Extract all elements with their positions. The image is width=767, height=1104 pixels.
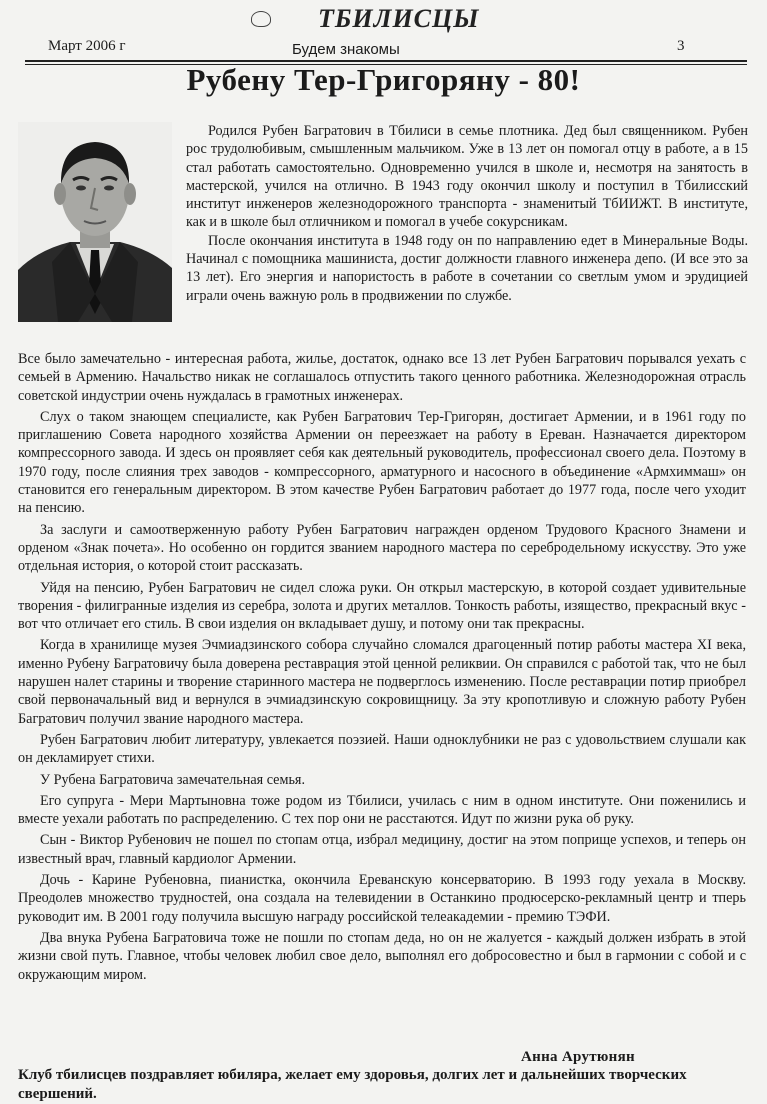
article-body xyxy=(18,350,746,984)
issue-date: Март 2006 г xyxy=(48,38,126,54)
paragraph: Уйдя на пенсию, Рубен Багратович не сидел сложа руки. Он открыл мастерскую, в которой создает удивительные творения - филигранные изделия из серебра, золота и других металлов. Тонкость работы, изящество, прекрасный вкус - вот что отличает его стиль. В свои изделия он вкладывает душу, и потому они так прекрасны. xyxy=(18,579,746,633)
paragraph: После окончания института в 1948 году он по направлению едет в Минеральные Воды. Начинал с помощника машиниста, достиг должности главного инженера депо. (И все это за 13 лет). Его энергия и напористость в работе в сочетании со светлым умом и эрудицией играли очень важную роль в продвижении по службе. xyxy=(186,232,748,304)
paragraph: Сын - Виктор Рубенович не пошел по стопам отца, избрал медицину, достиг на этом поприще успехов, и теперь он известный врач, главный кардиолог Армении. xyxy=(18,832,746,867)
closing-greeting: Клуб тбилисцев поздравляет юбиляра, желает ему здоровья, долгих лет и дальнейших творческих свершений. xyxy=(18,1067,687,1102)
article-title: Рубену Тер-Григоряну - 80! xyxy=(186,62,581,97)
paragraph: Его супруга - Мери Мартыновна тоже родом из Тбилиси, училась с ним в одном институте. Они поженились и вместе уехали работать по распределению. С тех пор они не расстаются. Идут по жизни рука об руку. xyxy=(18,792,746,828)
paragraph: Дочь - Карине Рубеновна, пианистка, окончила Ереванскую консерваторию. В 1993 году уехала в Москву. Преодолев множество трудностей, она создала на телевидении в Останкино продюсерско-рекламный центр и тперь руководит им. В 2001 году получила высшую награду российской телеакадемии - премию ТЭФИ. xyxy=(18,872,746,925)
intro-text xyxy=(186,122,748,305)
paragraph: За заслуги и самоотверженную работу Рубен Багратович награжден орденом Трудового Красного Знамени и орденом «Знак почета». Но особенно он гордится званием народного мастера по серебродельному искусству. Это уже отдельная история, о которой стоит рассказать. xyxy=(18,521,746,575)
paragraph: Родился Рубен Багратович в Тбилиси в семье плотника. Дед был священником. Рубен рос трудолюбивым, смышленным мальчиком. Уже в 13 лет он помогал отцу в работе, а в 15 стал работать самостоятельно. Одновременно учился в школе и, несмотря на занятость в мастерской, учился на отлично. В 1943 году окончил школу и поступил в Тбилисский институт инженеров железнодорожного транспорта - знаменитый ТбИИЖТ. В институте, как и в школе был отличником и помогал в учебе сокурсникам. xyxy=(186,123,748,231)
paragraph: Рубен Багратович любит литературу, увлекается поэзией. Наши одноклубники не раз с удовольствием слушали как он декламирует стихи. xyxy=(18,731,746,767)
author-signature: Анна Арутюнян xyxy=(521,1049,635,1065)
masthead-logo: ТБИЛИСЦЫ xyxy=(318,4,480,33)
section-title: Будем знакомы xyxy=(292,41,400,58)
paragraph: Слух о таком знающем специалисте, как Рубен Багратович Тер-Григорян, достигает Армении, и в 1961 году по приглашению Совета народного хозяйства Армении он переезжает на работу в Ереван. Назначается директором компрессорного завода. И здесь он проявляет себя как деятельный руководитель, профессионал своего дела. Поэтому в 1970 году, после слияния трех заводов - компрессорного, арматурного и насосного в объединение «Армхиммаш» он становится его генеральным директором. В этом качестве Рубен Багратович работает до 1977 года, после чего уходит на пенсию. xyxy=(18,408,746,517)
emblem-icon xyxy=(251,11,271,27)
page-number: 3 xyxy=(677,38,685,54)
portrait-photo xyxy=(18,122,172,322)
paragraph: Все было замечательно - интересная работа, жилье, достаток, однако все 13 лет Рубен Багратович порывался уехать с семьей в Армению. Начальство никак не соглашалось отпустить такого ценного работника. Железнодорожная отрасль советской индустрии очень нуждалась в грамотных инженерах. xyxy=(18,351,746,404)
paragraph: Два внука Рубена Багратовича тоже не пошли по стопам деда, но он не жалуется - каждый должен избрать в этой жизни свой путь. Главное, чтобы человек любил свое дело, выполнял его добросовестно и был в гармонии с собой и с окружающим миром. xyxy=(18,929,746,983)
paragraph: Когда в хранилище музея Эчмиадзинского собора случайно сломался драгоценный потир работы мастера XI века, именно Рубену Багратовичу была доверена реставрация этой ценной реликвии. Он справился с работой так, что не был нарушен налет старины и творение старинного мастера не подверглось изменению. После реставрации потир приобрел свой первоначальный вид и вернулся в эчмиадзинскую сокровищницу. За эту кропотливую и сложную работу Рубен Багратович получил звание народного мастера. xyxy=(18,637,746,727)
paragraph: У Рубена Багратовича замечательная семья. xyxy=(40,771,306,788)
